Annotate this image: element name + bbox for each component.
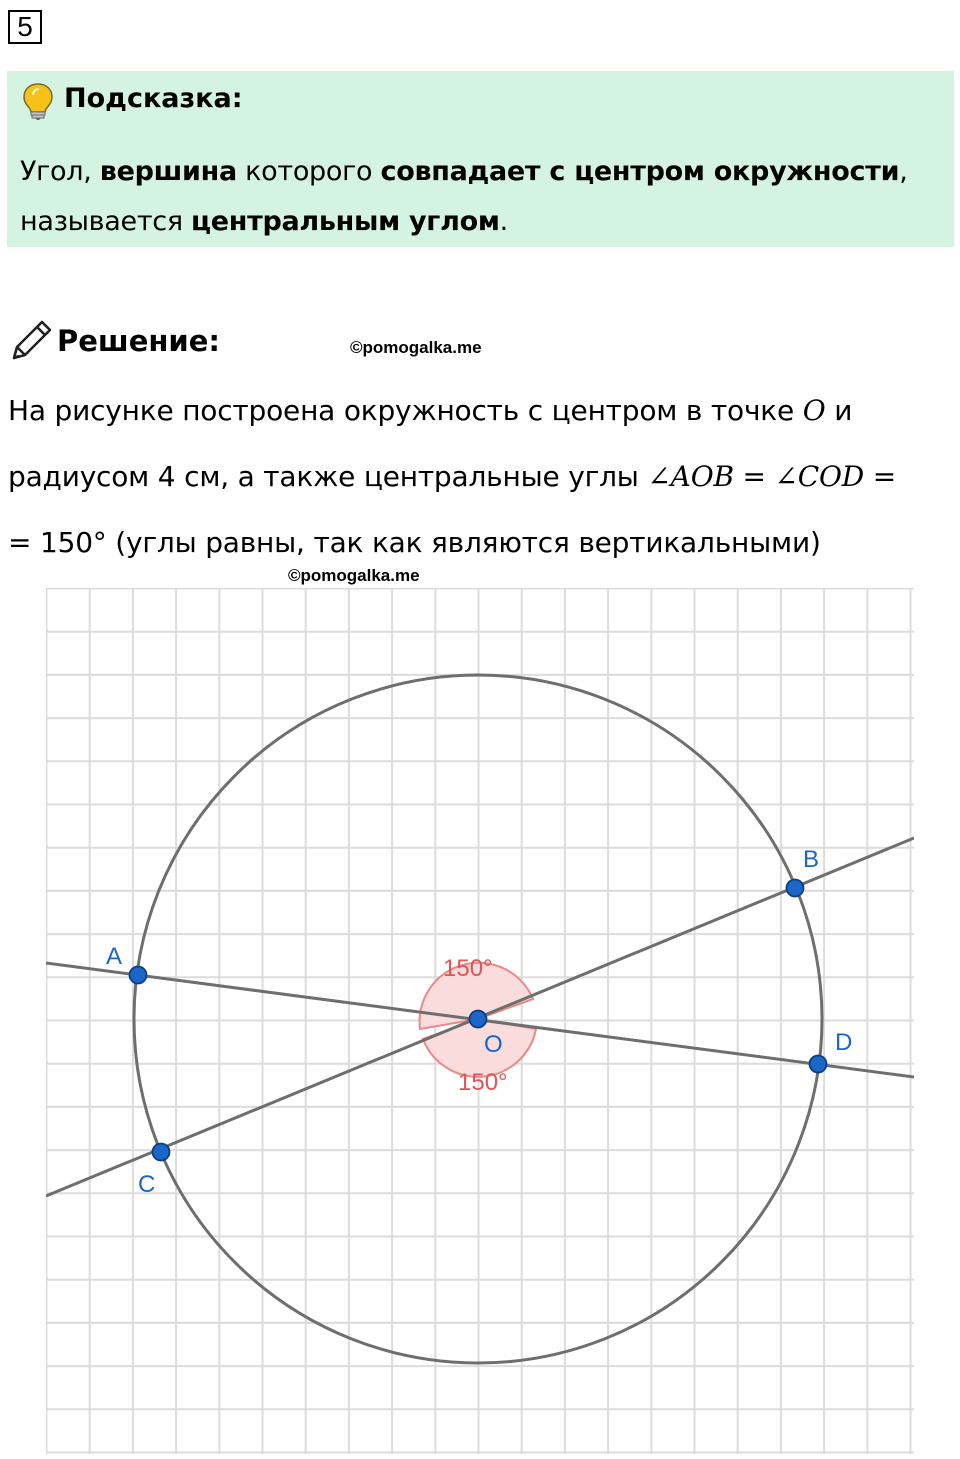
sol-line2-segment: = xyxy=(864,460,896,493)
label-b: B xyxy=(803,846,820,873)
label-o: O xyxy=(484,1031,503,1058)
point-d xyxy=(810,1056,827,1073)
task-number: 5 xyxy=(8,10,42,44)
sol-line2-segment: ∠COD xyxy=(774,460,864,493)
solution-text xyxy=(8,378,953,576)
sol-line2-segment: ∠AOB xyxy=(647,460,734,493)
hint-text xyxy=(20,147,950,247)
hint-line1-segment: которого xyxy=(236,156,381,187)
solution-line-3 xyxy=(8,510,953,576)
hint-line1-segment: совпадает с центром окружности xyxy=(380,156,900,187)
hint-line1-segment: Угол, xyxy=(20,156,100,187)
watermark-figure: ©pomogalka.me xyxy=(288,566,420,585)
solution-line-1 xyxy=(8,378,953,444)
angle-aob-label: 150° xyxy=(443,955,493,982)
hint-line1-segment: вершина xyxy=(99,156,237,187)
hint-line2-segment: центральным углом xyxy=(191,206,500,237)
label-d: D xyxy=(835,1029,853,1056)
circle-figure xyxy=(46,588,914,1454)
hint-line1-segment: , xyxy=(899,156,908,187)
lightbulb-icon xyxy=(21,81,55,121)
hint-line-1 xyxy=(20,147,950,197)
hint-line2-segment: . xyxy=(499,206,508,237)
sol-line2-segment: = xyxy=(733,460,775,493)
solution-title: Решение: xyxy=(57,324,221,358)
angle-cod-label: 150° xyxy=(458,1069,508,1096)
sol-line1-segment: O xyxy=(802,394,826,427)
hint-title: Подсказка: xyxy=(64,83,243,114)
sol-line2-segment: радиусом 4 см, а также центральные углы xyxy=(8,460,648,493)
pencil-icon xyxy=(8,318,54,364)
label-a: A xyxy=(106,943,123,970)
point-o xyxy=(470,1011,487,1028)
hint-line-2 xyxy=(20,197,950,247)
watermark-top: ©pomogalka.me xyxy=(350,338,482,357)
label-c: C xyxy=(138,1171,156,1198)
point-a xyxy=(130,967,147,984)
sol-line1-segment: На рисунке построена окружность с центром в точке xyxy=(8,394,803,427)
hint-line2-segment: называется xyxy=(20,206,192,237)
sol-line1-segment: и xyxy=(825,394,853,427)
point-b xyxy=(787,880,804,897)
sol-line3-segment: = 150° (углы равны, так как являются вертикальными) xyxy=(8,526,821,559)
hint-box xyxy=(7,71,954,247)
solution-line-2 xyxy=(8,444,953,510)
point-c xyxy=(153,1144,170,1161)
